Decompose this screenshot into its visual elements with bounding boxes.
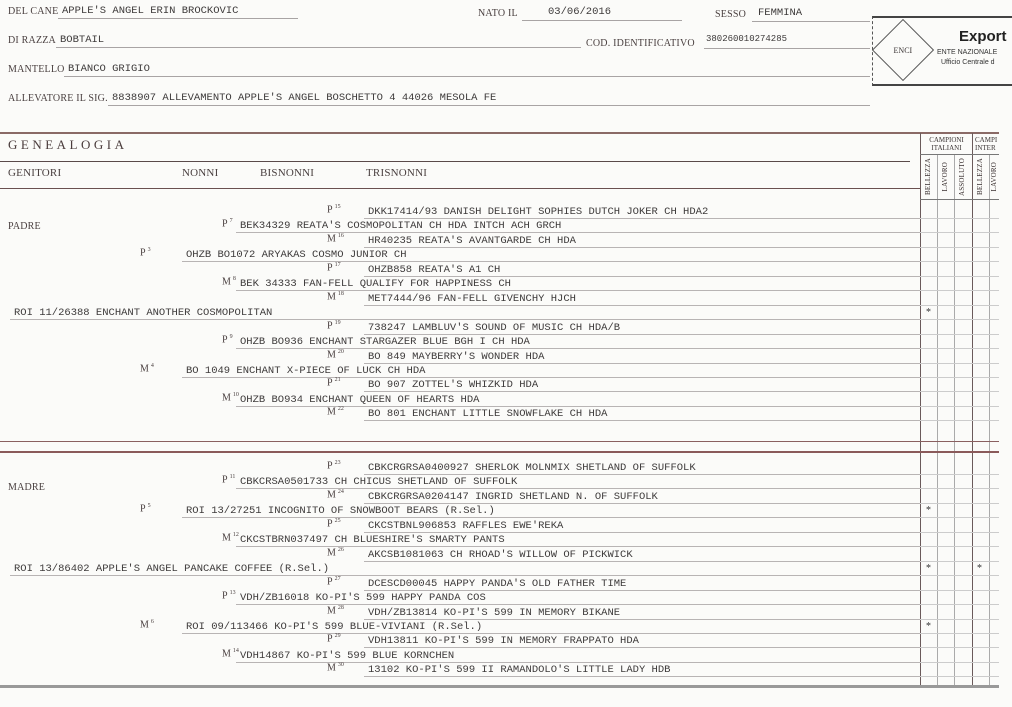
ancestor-position: P $^{25}$	[327, 517, 341, 530]
ancestor-position: P $^3$	[140, 247, 151, 259]
ancestor-position: P $^{15}$	[327, 204, 341, 216]
ancestor-name: OHZB BO936 ENCHANT STARGAZER BLUE BGH I CH HDA	[240, 336, 530, 349]
ancestor-position: P $^{11}$	[222, 474, 236, 486]
sub-col-bellezza: BELLEZZA	[924, 158, 932, 195]
col-genitori: GENITORI	[8, 167, 62, 179]
ancestor-name: BO 907 ZOTTEL'S WHIZKID HDA	[368, 379, 539, 392]
ancestor-name: CKCSTBNL906853 RAFFLES EWE'REKA	[368, 519, 564, 532]
pedigree-row	[0, 307, 999, 321]
ancestor-name: CBKCRGRSA0400927 SHERLOK MOLNMIX SHETLAND OF SUFFOLK	[368, 462, 696, 474]
ancestor-position: M $^{22}$	[327, 406, 344, 418]
champ-int-header: CAMPI INTER	[975, 136, 998, 152]
section-label-padre: PADRE	[8, 221, 41, 232]
genealogy-title: GENEALOGIA	[8, 137, 128, 152]
ancestor-position: M $^4$	[140, 362, 154, 375]
table-top-border	[0, 132, 999, 134]
ancestor-position: P $^{17}$	[327, 261, 341, 274]
ancestor-position: P $^{13}$	[222, 590, 236, 602]
ancestor-name: CBKCRSA0501733 CH CHICUS SHETLAND OF SUFFOLK	[240, 476, 518, 489]
born-label: NATO IL	[478, 8, 518, 19]
coat-label: MANTELLO	[8, 64, 65, 75]
ancestor-name: OHZB BO934 ENCHANT QUEEN OF HEARTS HDA	[240, 393, 480, 406]
champion-star-icon: *	[926, 563, 931, 575]
ancestor-name: AKCSB1081063 CH RHOAD'S WILLOW OF PICKWICK	[368, 548, 633, 561]
ancestor-position: M $^{14}$	[222, 647, 239, 660]
ancestor-name: ROI 09/113466 KO-PI'S 599 BLUE-VIVIANI (R.Sel.)	[186, 620, 483, 633]
ancestor-name: BO 801 ENCHANT LITTLE SNOWFLAKE CH HDA	[368, 408, 608, 421]
ancestor-position: P $^7$	[222, 218, 233, 230]
dog-name: APPLE'S ANGEL ERIN BROCKOVIC	[62, 5, 239, 17]
stamp-line1: ENTE NAZIONALE	[937, 49, 998, 56]
ancestor-name: VDH13811 KO-PI'S 599 IN MEMORY FRAPPATO HDA	[368, 635, 639, 648]
pedigree-row	[0, 664, 999, 678]
pedigree-row	[0, 546, 999, 563]
champion-star-icon: *	[926, 505, 931, 517]
stamp-line2: Ufficio Centrale d	[941, 59, 995, 66]
id-value: 380260010274285	[706, 34, 788, 44]
sex-value: FEMMINA	[758, 7, 803, 19]
pedigree-row	[0, 647, 999, 664]
ancestor-name: 738247 LAMBLUV'S SOUND OF MUSIC CH HDA/B	[368, 321, 621, 334]
ancestor-position: P $^{23}$	[327, 460, 341, 472]
champion-star-icon: *	[926, 620, 931, 632]
sub-col-lavoro: LAVORO	[941, 162, 949, 192]
ancestor-name: BO 849 MAYBERRY'S WONDER HDA	[368, 350, 545, 363]
sub-col-int-lavoro: LAVORO	[990, 162, 998, 192]
pedigree-row	[0, 319, 999, 336]
ancestor-position: P $^{27}$	[327, 575, 341, 587]
champion-star-icon: *	[977, 563, 982, 575]
ancestor-name: VDH/ZB16018 KO-PI'S 599 HAPPY PANDA COS	[240, 592, 486, 605]
sub-col-int-bellezza: BELLEZZA	[976, 158, 984, 195]
ancestor-position: M $^{30}$	[327, 662, 344, 674]
ancestor-position: M $^{18}$	[327, 290, 344, 303]
col-trisnonni: TRISNONNI	[366, 167, 428, 179]
ancestor-position: P $^{29}$	[327, 633, 341, 645]
ancestor-position: M $^8$	[222, 276, 236, 288]
ancestor-position: M $^6$	[140, 618, 154, 631]
ancestor-position: M $^{12}$	[222, 532, 239, 544]
pedigree-row	[0, 635, 999, 649]
pedigree-row	[0, 462, 999, 476]
sex-label: SESSO	[715, 9, 747, 20]
section-label-madre: MADRE	[8, 482, 46, 493]
ancestor-position: P $^9$	[222, 334, 233, 346]
pedigree-row	[0, 575, 999, 592]
champ-it-header: CAMPIONI ITALIANI	[929, 136, 964, 152]
ancestor-name: DKK17414/93 DANISH DELIGHT SOPHIES DUTCH JOKER CH HDA2	[368, 206, 709, 218]
pedigree-row	[0, 249, 999, 263]
ancestor-name: HR40235 REATA'S AVANTGARDE CH HDA	[368, 234, 576, 247]
pedigree-row	[0, 261, 999, 278]
pedigree-row	[0, 505, 999, 519]
ancestor-position: P $^5$	[140, 503, 151, 515]
champion-star-icon: *	[926, 307, 931, 319]
pedigree-row	[0, 408, 999, 422]
pedigree-row	[0, 517, 999, 534]
sub-col-assoluto: ASSOLUTO	[958, 158, 966, 197]
ancestor-name: BO 1049 ENCHANT X-PIECE OF LUCK CH HDA	[186, 364, 426, 377]
id-label: COD. IDENTIFICATIVO	[586, 38, 695, 49]
coat-value: BIANCO GRIGIO	[68, 63, 150, 75]
ancestor-name: ROI 13/27251 INCOGNITO OF SNOWBOOT BEARS (R.Sel.)	[186, 505, 495, 518]
pedigree-row	[0, 290, 999, 307]
ancestor-name: VDH/ZB13814 KO-PI'S 599 IN MEMORY BIKANE	[368, 606, 621, 619]
pedigree-row	[0, 379, 999, 393]
ancestor-position: M $^{24}$	[327, 488, 344, 501]
ancestor-name: MET7444/96 FAN-FELL GIVENCHY HJCH	[368, 292, 576, 305]
ancestor-name: VDH14867 KO-PI'S 599 BLUE KORNCHEN	[240, 649, 455, 662]
ancestor-name: ROI 13/86402 APPLE'S ANGEL PANCAKE COFFEE (R.Sel.)	[14, 563, 330, 576]
ancestor-name: CBKCRGRSA0204147 INGRID SHETLAND N. OF SUFFOLK	[368, 490, 658, 503]
ancestor-name: ROI 11/26388 ENCHANT ANOTHER COSMOPOLITAN	[14, 307, 273, 320]
ancestor-position: M $^{26}$	[327, 546, 344, 559]
dog-label: DEL CANE	[8, 6, 59, 17]
ancestor-name: 13102 KO-PI'S 599 II RAMANDOLO'S LITTLE LADY HDB	[368, 664, 671, 677]
pedigree-row	[0, 278, 999, 292]
ancestor-name: OHZB858 REATA'S A1 CH	[368, 263, 501, 276]
breed-label: DI RAZZA	[8, 35, 56, 46]
ancestor-position: P $^{19}$	[327, 319, 341, 331]
ancestor-position: M $^{16}$	[327, 232, 344, 245]
enci-export-stamp	[872, 16, 1012, 86]
pedigree-row	[0, 391, 999, 408]
pedigree-row	[0, 220, 999, 234]
breeder-value: 8838907 ALLEVAMENTO APPLE'S ANGEL BOSCHETTO 4 44026 MESOLA FE	[112, 92, 497, 104]
pedigree-row	[0, 592, 999, 606]
ancestor-position: M $^{10}$	[222, 391, 239, 404]
pedigree-row	[0, 534, 999, 548]
ancestor-position: M $^{28}$	[327, 604, 344, 616]
ancestor-name: DCESCD00045 HAPPY PANDA'S OLD FATHER TIME	[368, 577, 627, 590]
pedigree-row	[0, 362, 999, 379]
breed-value: BOBTAIL	[60, 34, 105, 46]
col-nonni: NONNI	[182, 167, 219, 179]
ancestor-name: BEK34329 REATA'S COSMOPOLITAN CH HDA INTCH ACH GRCH	[240, 220, 562, 233]
born-date: 03/06/2016	[548, 6, 612, 18]
col-bisnonni: BISNONNI	[260, 167, 315, 179]
ancestor-name: CKCSTBRN037497 CH BLUESHIRE'S SMARTY PANTS	[240, 534, 505, 547]
pedigree-row	[0, 618, 999, 635]
stamp-title: Export	[959, 28, 1007, 45]
ancestor-position: M $^{20}$	[327, 348, 344, 360]
ancestor-name: BEK 34333 FAN-FELL QUALIFY FOR HAPPINESS CH	[240, 278, 511, 291]
enci-logo-icon: ENCI	[872, 19, 934, 81]
pedigree-row	[0, 206, 999, 220]
pedigree-row	[0, 563, 999, 577]
ancestor-name: OHZB BO1072 ARYAKAS COSMO JUNIOR CH	[186, 249, 407, 262]
pedigree-row	[0, 476, 999, 490]
breeder-label: ALLEVATORE IL SIG.	[8, 93, 108, 104]
ancestor-position: P $^{21}$	[327, 377, 341, 389]
pedigree-row	[0, 336, 999, 350]
